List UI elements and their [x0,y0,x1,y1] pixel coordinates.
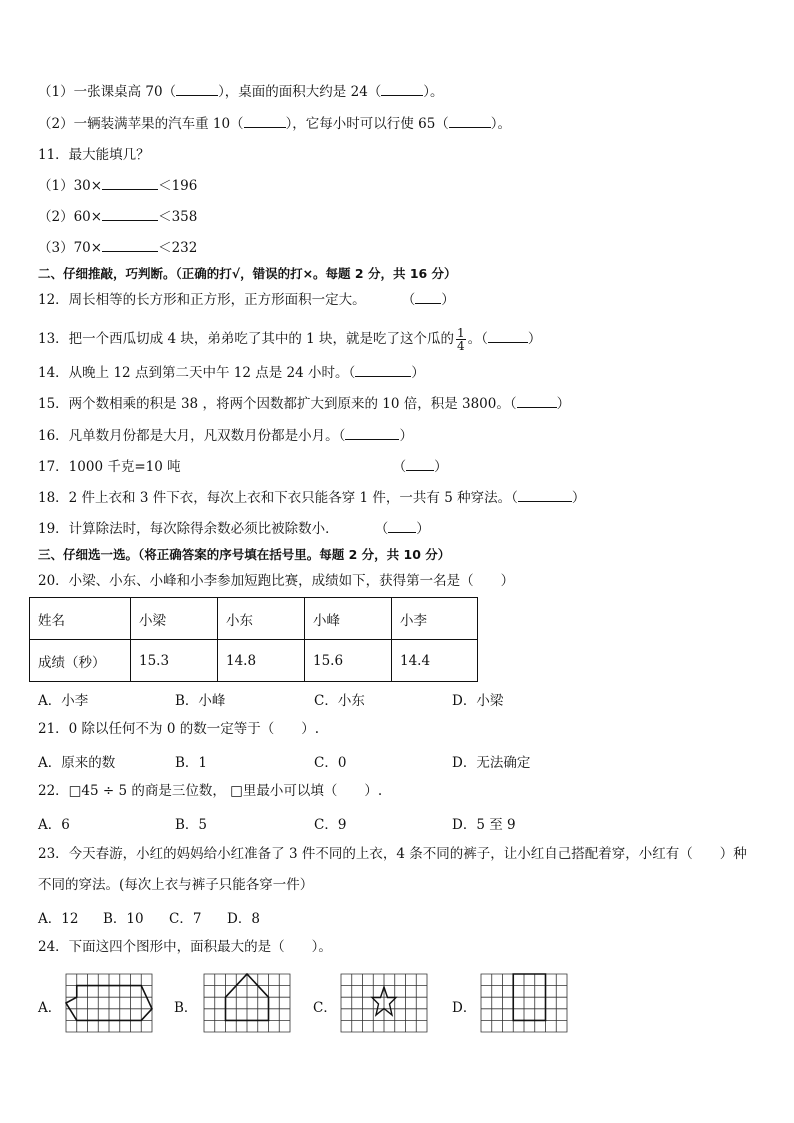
option-c[interactable]: C． [313,1000,337,1016]
option-c[interactable]: C．0 [314,755,347,771]
q20-options [38,689,758,707]
answer-blank[interactable] [244,115,286,128]
q13: 13．把一个西瓜切成 4 块，弟弟吃了其中的 1 块，就是吃了这个瓜的 $\frac{1}{4}$ 。（ ） [38,326,542,353]
q15-text: 15．两个数相乘的积是 38 ，将两个因数都扩大到原来的 10 倍，积是 3800。（ [38,396,517,412]
q19: 19．计算除法时，每次除得余数必须比被除数小． （ ） [38,521,430,537]
q23-options [38,907,758,925]
q16-text: 16．凡单数月份都是大月，凡双数月份都是小月。（ [38,428,346,444]
q17-text: 17．1000 千克=10 吨 [38,459,181,475]
option-a[interactable]: A．小李 [38,693,89,709]
table-header-cell: 小峰 [305,598,392,640]
table-header-cell: 姓名 [30,598,131,640]
option-d[interactable]: D．8 [227,911,260,927]
option-d[interactable]: D．5 至 9 [452,817,516,833]
q10-part1-text-c: ）。 [423,84,444,100]
answer-blank[interactable] [102,177,158,190]
q13-text-b: 。（ [467,331,488,347]
q17: 17．1000 千克=10 吨 （ ） [38,459,448,475]
answer-blank[interactable] [381,83,423,96]
q11-part1 [38,177,197,195]
q10-part1 [38,83,444,101]
option-d[interactable]: D．小梁 [452,693,504,709]
q14: 14．从晚上 12 点到第二天中午 12 点是 24 小时。（ ） [38,365,425,381]
option-b[interactable]: B．1 [175,755,208,771]
answer-blank[interactable] [102,208,158,221]
q14-text: 14．从晚上 12 点到第二天中午 12 点是 24 小时。（ [38,365,356,381]
option-b[interactable]: B． [174,1000,198,1016]
q10-part2-text-a: （2）一辆装满苹果的汽车重 10（ [38,116,244,132]
figure-a-hexagon[interactable] [65,973,153,1033]
table-cell: 14.8 [218,640,305,682]
answer-blank[interactable] [388,520,416,533]
q12-text: 12．周长相等的长方形和正方形，正方形面积一定大。 [38,292,366,308]
q18-text: 18．2 件上衣和 3 件下衣，每次上衣和下衣只能各穿 1 件，一共有 5 种穿法。（ [38,490,518,506]
option-b[interactable]: B．5 [175,817,208,833]
figure-c-star[interactable] [340,973,428,1033]
q19-text: 19．计算除法时，每次除得余数必须比被除数小． [38,521,339,537]
answer-blank[interactable] [518,489,572,502]
option-a[interactable]: A． [38,1000,62,1016]
q11-title: 11．最大能填几？ [38,147,150,163]
section-3-heading: 三、仔细选一选。（将正确答案的序号填在括号里。每题 2 分，共 10 分） [38,547,451,562]
q10-part2-text-b: ），它每小时可以行使 65（ [285,116,449,132]
table-header-cell: 小梁 [131,598,218,640]
option-a[interactable]: A．6 [38,817,70,833]
answer-blank[interactable] [355,364,411,377]
q10-part2 [38,115,511,133]
q22-options [38,813,758,831]
figure-d-rectangle[interactable] [480,973,568,1033]
q18: 18．2 件上衣和 3 件下衣，每次上衣和下衣只能各穿 1 件，一共有 5 种穿法。（ ） [38,490,586,506]
option-c[interactable]: C．小东 [314,693,365,709]
q13-text-a: 13．把一个西瓜切成 4 块，弟弟吃了其中的 1 块，就是吃了这个瓜的 [38,331,455,347]
answer-blank[interactable] [406,458,434,471]
option-b[interactable]: B．小峰 [175,693,226,709]
q10-part1-text-a: （1）一张课桌高 70（ [38,84,177,100]
table-header-cell: 小李 [392,598,478,640]
q23-line1: 23．今天春游，小红的妈妈给小红准备了 3 件不同的上衣，4 条不同的裤子，让小红自己搭配着穿，小红有（ ）种 [38,846,747,862]
option-d[interactable]: D． [452,1000,477,1016]
q21-options [38,751,758,769]
answer-blank[interactable] [449,115,491,128]
q20: 20．小梁、小东、小峰和小李参加短跑比赛，成绩如下，获得第一名是（ ） [38,573,515,589]
q24: 24．下面这四个图形中，面积最大的是（ ）。 [38,939,332,955]
q10-part2-text-c: ）。 [490,116,512,132]
option-c[interactable]: C．7 [169,911,202,927]
q11-part3-text-a: （3）70× [38,240,103,256]
q11-part2-text-a: （2）60× [38,209,103,225]
option-d[interactable]: D．无法确定 [452,755,531,771]
q11-part2 [38,208,197,226]
figure-b-house[interactable] [203,973,291,1033]
option-b[interactable]: B．10 [103,911,144,927]
q12: 12．周长相等的长方形和正方形，正方形面积一定大。 （ ） [38,292,455,308]
option-a[interactable]: A．12 [38,911,79,927]
q15: 15．两个数相乘的积是 38 ，将两个因数都扩大到原来的 10 倍，积是 3800。（ ） [38,396,571,412]
answer-blank[interactable] [102,239,158,252]
q11-part2-text-b: ＜358 [158,209,198,225]
section-2-heading: 二、仔细推敲，巧判断。（正确的打√，错误的打×。每题 2 分，共 16 分） [38,266,457,281]
table-cell: 14.4 [392,640,478,682]
table-cell: 成绩（秒） [30,640,131,682]
option-a[interactable]: A．原来的数 [38,755,116,771]
q11-part1-text-b: ＜196 [158,178,198,194]
q23-line2: 不同的穿法。(每次上衣与裤子只能各穿一件） [38,877,314,893]
q11-part3 [38,239,197,257]
answer-blank[interactable] [488,330,528,343]
table-header-cell: 小东 [218,598,305,640]
answer-blank[interactable] [517,395,557,408]
answer-blank[interactable] [415,291,441,304]
score-table [29,597,478,682]
q11-part3-text-b: ＜232 [158,240,198,256]
fraction-one-quarter: $\frac{1}{4}$ [457,326,465,353]
q21: 21．0 除以任何不为 0 的数一定等于（ ）. [38,721,320,737]
answer-blank[interactable] [176,83,218,96]
table-cell: 15.3 [131,640,218,682]
table-row [30,598,478,640]
option-c[interactable]: C．9 [314,817,347,833]
table-cell: 15.6 [305,640,392,682]
q22: 22．□45 ÷ 5 的商是三位数， □里最小可以填（ ）. [38,783,383,799]
q11-part1-text-a: （1）30× [38,178,103,194]
q16: 16．凡单数月份都是大月，凡双数月份都是小月。（ ） [38,428,413,444]
q10-part1-text-b: ），桌面的面积大约是 24（ [218,84,382,100]
table-row [30,640,478,682]
answer-blank[interactable] [345,427,399,440]
